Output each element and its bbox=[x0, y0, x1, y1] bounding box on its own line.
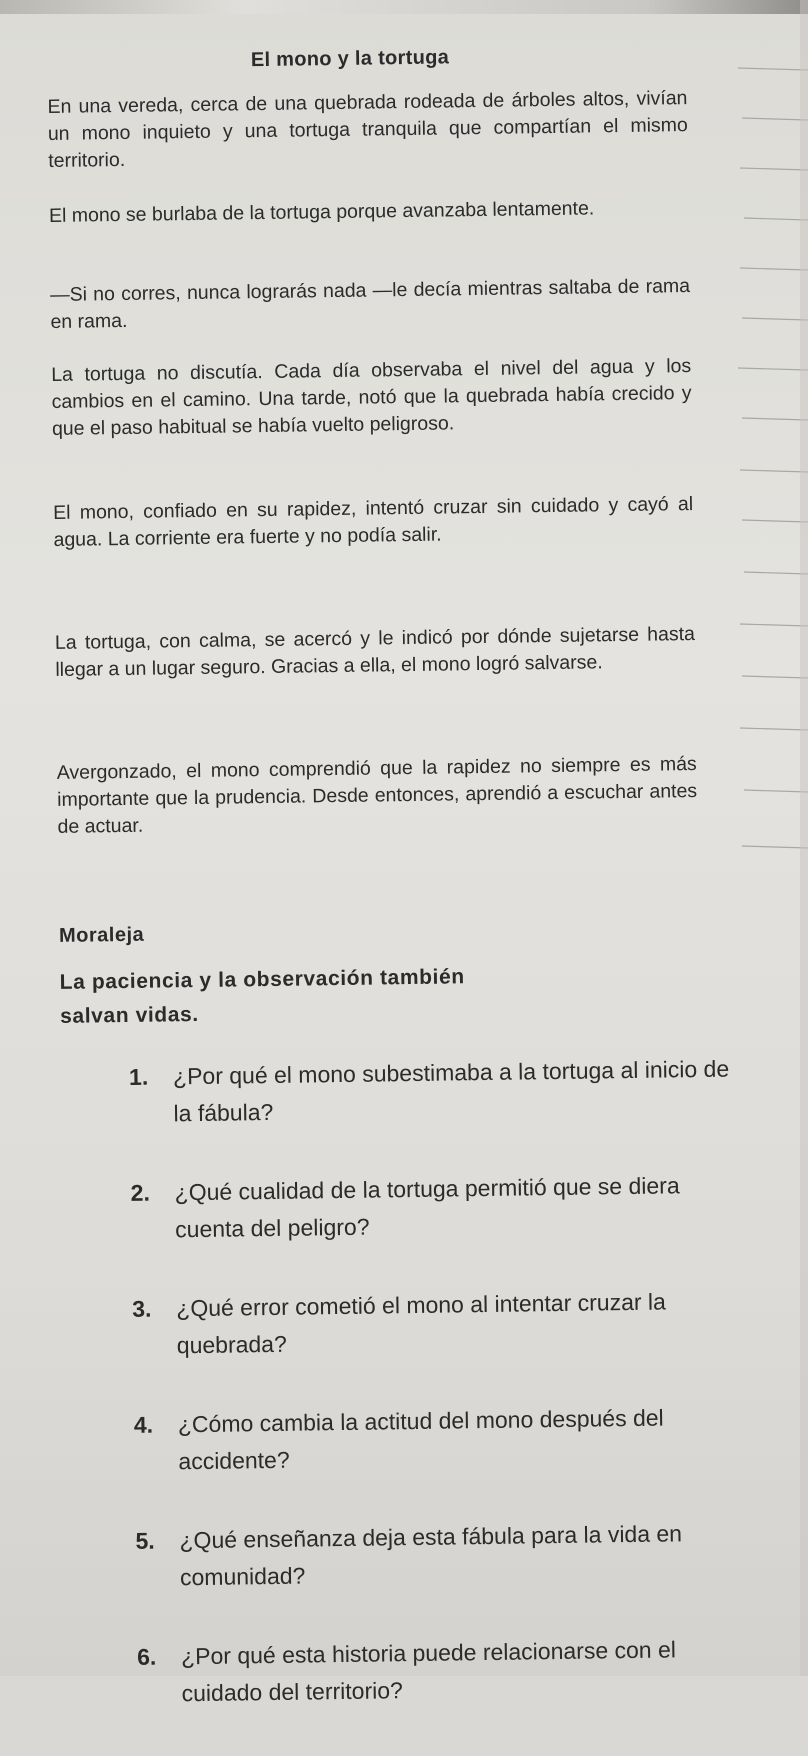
question-number: 2. bbox=[130, 1179, 151, 1206]
page-shadow bbox=[0, 0, 808, 14]
question-text: ¿Qué error cometió el mono al intentar cruzar la quebrada? bbox=[176, 1288, 667, 1359]
paragraph-7: Avergonzado, el mono comprendió que la rapidez no siempre es más importante que la prudencia. Desde entonces, aprendió a escuchar antes de actuar. bbox=[56, 752, 698, 838]
paragraph-4: La tortuga no discutía. Cada día observaba el nivel del agua y los cambios en el camino. Una tarde, notó que la quebrada había crecido y que el paso habitual se había vuelto peligroso. bbox=[51, 355, 692, 440]
paragraph-3: —Si no corres, nunca lograrás nada —le decía mientras saltaba de rama en rama. bbox=[49, 275, 691, 333]
question-2 bbox=[130, 1166, 741, 1249]
story-title: El mono y la tortuga bbox=[250, 46, 450, 72]
question-text: ¿Por qué el mono subestimaba a la tortuga al inicio de la fábula? bbox=[172, 1055, 730, 1127]
question-5 bbox=[135, 1514, 746, 1597]
question-3 bbox=[132, 1282, 743, 1365]
question-text: ¿Qué enseñanza deja esta fábula para la vida en comunidad? bbox=[179, 1520, 683, 1591]
question-number: 1. bbox=[128, 1063, 149, 1090]
paragraph-5: El mono, confiado en su rapidez, intentó cruzar sin cuidado y cayó al agua. La corriente era fuerte y no podía salir. bbox=[53, 493, 694, 551]
paragraph-6: La tortuga, con calma, se acercó y le indicó por dónde sujetarse hasta llegar a un lugar seguro. Gracias a ella, el mono logró salvarse. bbox=[54, 623, 696, 681]
question-6 bbox=[137, 1630, 748, 1713]
paragraph-1: En una vereda, cerca de una quebrada rodeada de árboles altos, vivían un mono inquieto y una tortuga tranquila que compartían el mismo territorio. bbox=[47, 87, 688, 172]
question-text: ¿Por qué esta historia puede relacionarse con el cuidado del territorio? bbox=[180, 1636, 677, 1707]
question-1 bbox=[129, 1050, 740, 1133]
question-list bbox=[129, 1050, 749, 1754]
question-number: 5. bbox=[135, 1527, 155, 1554]
question-number: 3. bbox=[132, 1295, 152, 1322]
question-4 bbox=[134, 1398, 745, 1481]
moral-text: La paciencia y la observación también salvan vidas. bbox=[59, 965, 465, 1028]
question-number: 4. bbox=[133, 1411, 154, 1438]
question-text: ¿Qué cualidad de la tortuga permitió que se diera cuenta del peligro? bbox=[174, 1172, 680, 1243]
moral-heading: Moraleja bbox=[58, 923, 145, 947]
question-text: ¿Cómo cambia la actitud del mono después del accidente? bbox=[177, 1404, 664, 1475]
question-number: 6. bbox=[136, 1643, 157, 1670]
paragraph-2: El mono se burlaba de la tortuga porque avanzaba lentamente. bbox=[48, 197, 595, 227]
